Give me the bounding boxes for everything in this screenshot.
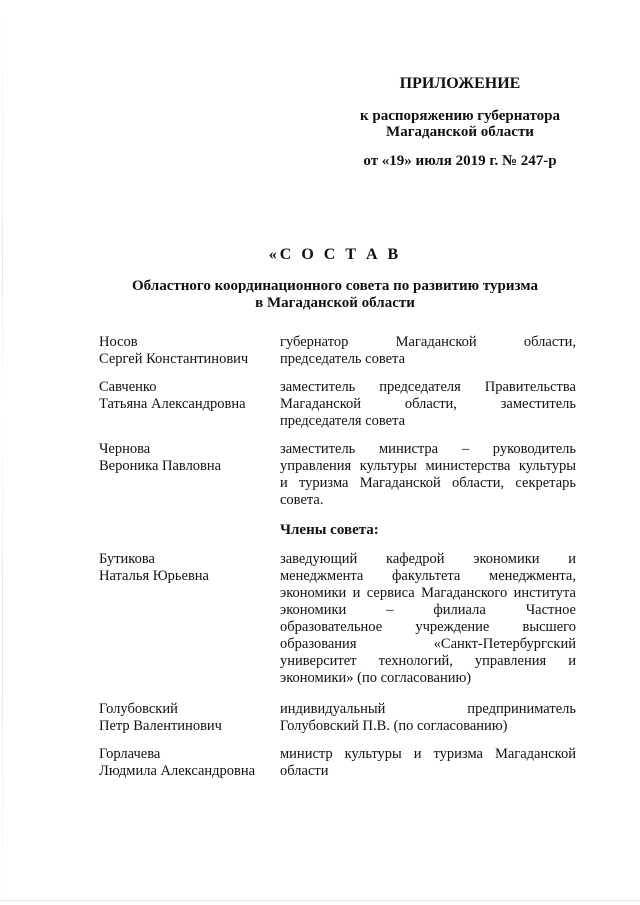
role-line: министр культуры и туризма Магаданской <box>280 746 576 762</box>
member-name <box>99 701 279 735</box>
member-surname: Горлачева <box>99 746 161 762</box>
role-line: заместитель министра – руководитель <box>280 441 576 457</box>
scan-edge-mark <box>2 0 3 905</box>
member-given-name: Людмила Александровна <box>99 763 256 779</box>
members-section-title: Члены совета: <box>280 522 379 538</box>
role-line: заместитель председателя Правительства <box>280 379 576 395</box>
document-subheading: в Магаданской области <box>255 295 415 311</box>
member-given-name: Вероника Павловна <box>99 458 222 474</box>
member-surname: Голубовский <box>99 701 178 717</box>
appendix-reference-line: к распоряжению губернатора <box>359 108 560 124</box>
role-line: губернатор Магаданской области, <box>280 334 576 350</box>
role-line: и туризма Магаданской области, секретарь <box>280 475 576 491</box>
appendix-title: ПРИЛОЖЕНИЕ <box>399 75 521 92</box>
document-heading: «С О С Т А В <box>268 246 402 263</box>
member-name <box>99 379 279 413</box>
appendix-reference-line: Магаданской области <box>386 124 534 140</box>
role-line: образования «Санкт-Петербургский <box>280 636 576 652</box>
member-given-name: Татьяна Александровна <box>99 396 246 412</box>
member-role <box>280 551 576 687</box>
role-line: Голубовский П.В. (по согласованию) <box>280 718 508 734</box>
member-surname: Савченко <box>99 379 157 395</box>
role-line: заведующий кафедрой экономики и <box>280 551 576 567</box>
role-line: председателя совета <box>280 413 406 429</box>
member-role <box>280 441 576 509</box>
member-name <box>99 551 279 585</box>
member-name <box>99 441 279 475</box>
role-line: управления культуры министерства культуры <box>280 458 576 474</box>
role-line: области <box>280 763 329 779</box>
role-line: менеджмента факультета менеджмента, <box>280 568 576 584</box>
member-surname: Носов <box>99 334 138 350</box>
member-role <box>280 701 576 735</box>
role-line: председатель совета <box>280 351 406 367</box>
document-subheading: Областного координационного совета по развитию туризма <box>132 278 538 294</box>
member-surname: Чернова <box>99 441 151 457</box>
appendix-date-number: от «19» июля 2019 г. № 247-р <box>363 153 557 169</box>
member-given-name: Петр Валентинович <box>99 718 222 734</box>
role-line: образовательное учреждение высшего <box>280 619 576 635</box>
role-line: экономики – филиала Частное <box>280 602 576 618</box>
role-line: индивидуальный предприниматель <box>280 701 576 717</box>
scan-edge-mark <box>0 900 640 901</box>
member-given-name: Наталья Юрьевна <box>99 568 209 584</box>
member-surname: Бутикова <box>99 551 155 567</box>
member-name <box>99 746 279 780</box>
role-line: экономики и сервиса Магаданского института <box>280 585 576 601</box>
member-given-name: Сергей Константинович <box>99 351 249 367</box>
member-name <box>99 334 279 368</box>
role-line: совета. <box>280 492 324 508</box>
role-line: университет технологий, управления и <box>280 653 576 669</box>
role-line: Магаданской области, заместитель <box>280 396 576 412</box>
role-line: экономики» (по согласованию) <box>280 670 472 686</box>
member-role <box>280 379 576 430</box>
member-role <box>280 334 576 368</box>
member-role <box>280 746 576 780</box>
